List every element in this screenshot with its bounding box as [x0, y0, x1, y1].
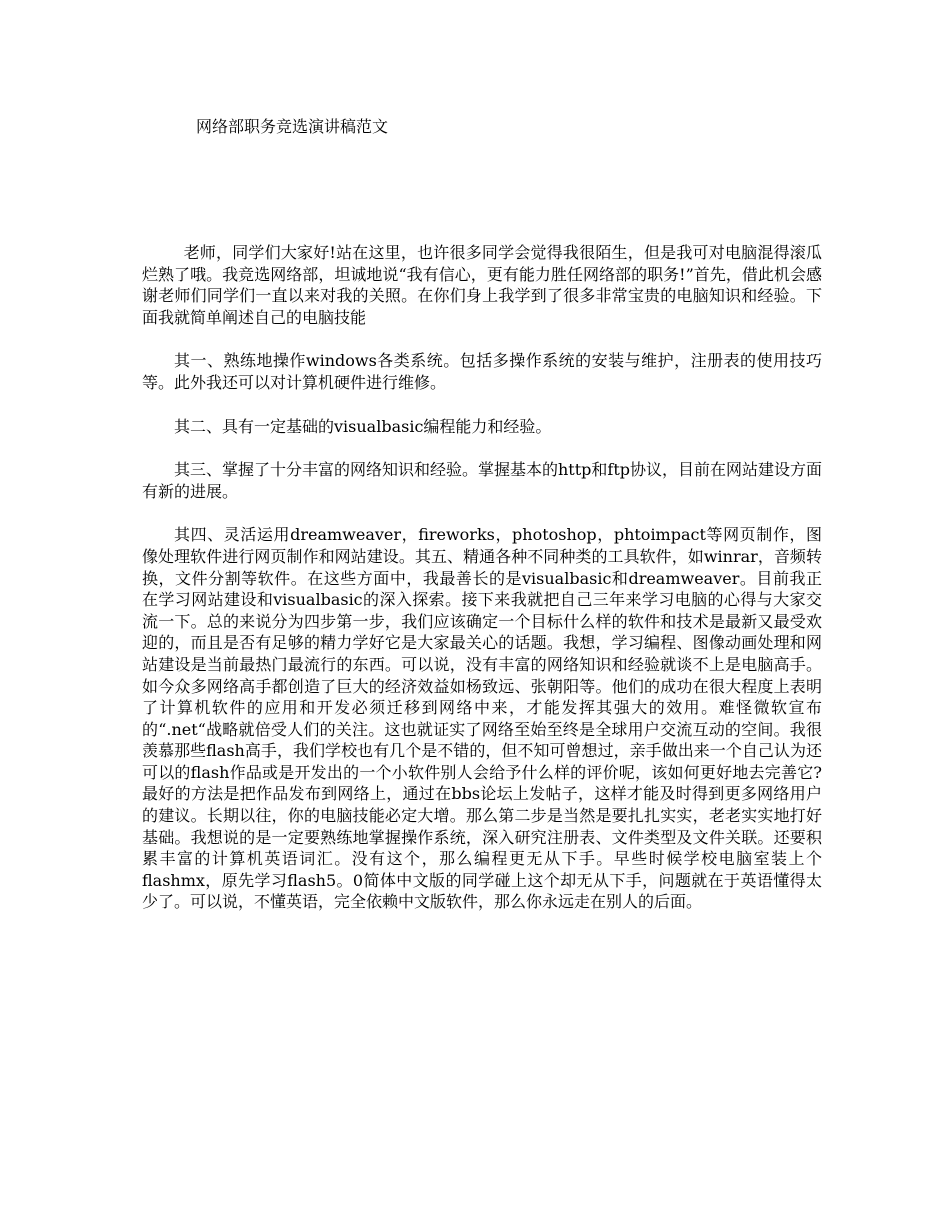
paragraph-skill-1: 其一、熟练地操作windows各类系统。包括多操作系统的安装与维护，注册表的使用技巧等。此外我还可以对计算机硬件进行维修。: [142, 351, 822, 392]
paragraph-intro: 老师，同学们大家好!站在这里，也许很多同学会觉得我很陌生，但是我可对电脑混得滚瓜烂熟了哦。我竞选网络部，坦诚地说“我有信心，更有能力胜任网络部的职务!”首先，借此机会感谢老师们同学们一直以来对我的关照。在你们身上我学到了很多非常宝贵的电脑知识和经验。下面我就简单阐述自己的电脑技能: [142, 243, 822, 327]
paragraph-skill-4: 其四、灵活运用dreamweaver，fireworks，photoshop，phtoimpact等网页制作，图像处理软件进行网页制作和网站建设。其五、精通各种不同种类的工具软件，如winrar，音频转换，文件分割等软件。在这些方面中，我最善长的是visualbasic和dreamweaver。目前我正在学习网站建设和visualbasic的深入探索。接下来我就把自己三年来学习电脑的心得与大家交流一下。总的来说分为四步第一步，我们应该确定一个目标什么样的软件和技术是最新又最受欢迎的，而且是否有足够的精力学好它是大家最关心的话题。我想，学习编程、图像动画处理和网站建设是当前最热门最流行的东西。可以说，没有丰富的网络知识和经验就谈不上是电脑高手。如今众多网络高手都创造了巨大的经济效益如杨致远、张朝阳等。他们的成功在很大程度上表明了计算机软件的应用和开发必须迁移到网络中来，才能发挥其强大的效用。难怪微软宣布的“.net“战略就倍受人们的关注。这也就证实了网络至始至终是全球用户交流互动的空间。我很羡慕那些flash高手，我们学校也有几个是不错的，但不知可曾想过，亲手做出来一个自己认为还可以的flash作品或是开发出的一个小软件别人会给予什么样的评价呢，该如何更好地去完善它?最好的方法是把作品发布到网络上，通过在bbs论坛上发帖子，这样才能及时得到更多网络用户的建议。长期以往，你的电脑技能必定大增。那么第二步是当然是要扎扎实实，老老实实地打好基础。我想说的是一定要熟练地掌握操作系统，深入研究注册表、文件类型及文件关联。还要积累丰富的计算机英语词汇。没有这个，那么编程更无从下手。早些时候学校电脑室装上个flashmx，原先学习flash5。0简体中文版的同学碰上这个却无从下手，问题就在于英语懂得太少了。可以说，不懂英语，完全依赖中文版软件，那么你永远走在别人的后面。: [142, 525, 822, 912]
document-body: [142, 242, 822, 935]
document-title: 网络部职务竞选演讲稿范文: [196, 117, 389, 136]
paragraph-skill-3: 其三、掌握了十分丰富的网络知识和经验。掌握基本的http和ftp协议，目前在网站建设方面有新的进展。: [142, 460, 823, 501]
paragraph-skill-2: 其二、具有一定基础的visualbasic编程能力和经验。: [174, 416, 552, 436]
